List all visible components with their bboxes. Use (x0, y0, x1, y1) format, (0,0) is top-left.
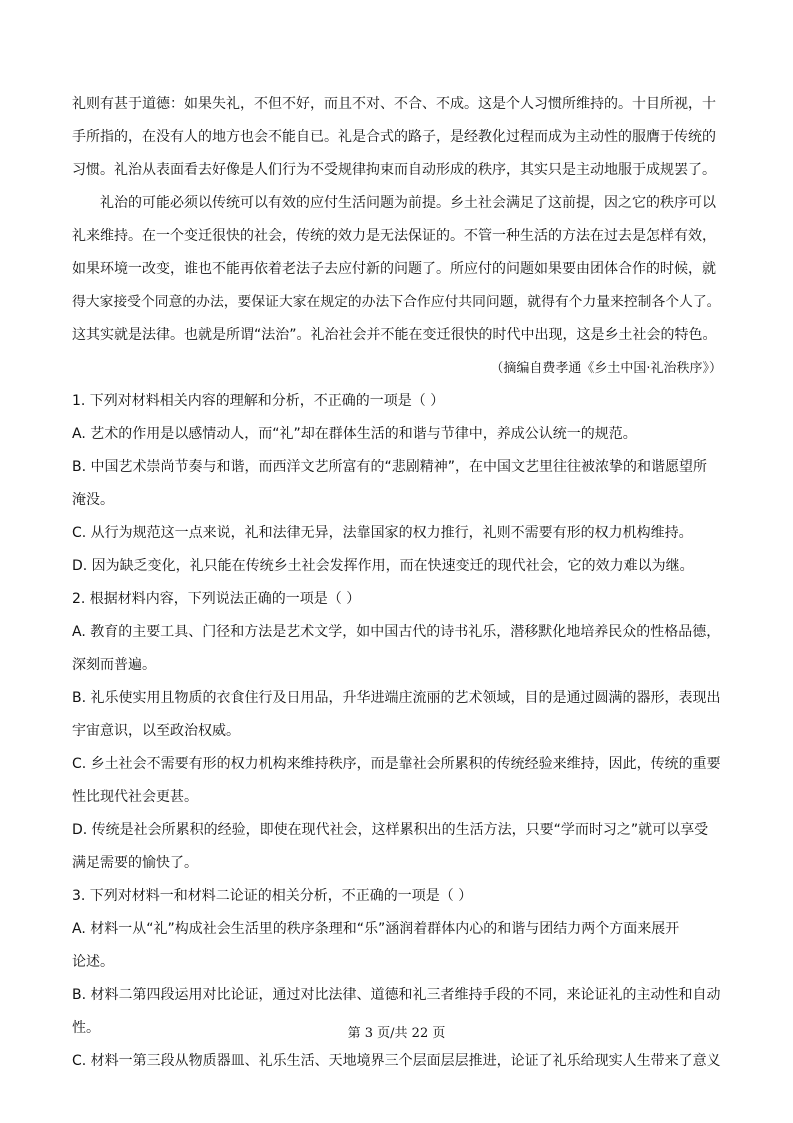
question-stem: 2. 根据材料内容，下列说法正确的一项是（ ） (72, 591, 361, 607)
passage (72, 88, 724, 385)
option-b-continued: 宇宙意识，以至政治权威。 (72, 723, 240, 739)
option-a-continued: 论述。 (72, 954, 114, 970)
question-3 (72, 880, 724, 1078)
passage-line: 这其实就是法律。也就是所谓“法治”。礼治社会并不能在变迁很快的时代中出现，这是乡土社会的特色。 (72, 327, 717, 343)
passage-line: 得大家接受个同意的办法，要保证大家在规定的办法下合作应付共同问题，就得有个力量来控制各个人了。 (72, 294, 721, 310)
option-c: C. 乡土社会不需要有形的权力机构来维持秩序，而是靠社会所累积的传统经验来维持，因此，传统的重要 (72, 756, 721, 772)
option-d: D. 因为缺乏变化，礼只能在传统乡土社会发挥作用，而在快速变迁的现代社会，它的效力难以为继。 (72, 558, 694, 574)
option-c-continued: 性比现代社会更甚。 (72, 789, 198, 805)
option-b-continued: 性。 (72, 1020, 100, 1036)
option-a: A. 材料一从“礼”构成社会生活里的秩序条理和“乐”涵润着群体内心的和谐与团结力两个方面来展开 (72, 921, 680, 937)
question-2 (72, 583, 724, 880)
option-c: C. 材料一第三段从物质器皿、礼乐生活、天地境界三个层面层层推进，论证了礼乐给现实人生带来了意义 (72, 1053, 721, 1069)
passage-source: （摘编自费孝通《乡土中国·礼治秩序》） (490, 361, 722, 376)
option-d-continued: 满足需要的愉快了。 (72, 855, 198, 871)
passage-line: 礼则有甚于道德：如果失礼，不但不好，而且不对、不合、不成。这是个人习惯所维持的。十目所视，十 (72, 96, 716, 112)
passage-line: 礼来维持。在一个变迁很快的社会，传统的效力是无法保证的。不管一种生活的方法在过去是怎样有效， (72, 228, 716, 244)
option-c: C. 从行为规范这一点来说，礼和法律无异，法靠国家的权力推行，礼则不需要有形的权力机构维持。 (72, 525, 693, 541)
question-stem: 3. 下列对材料一和材料二论证的相关分析，不正确的一项是（ ） (72, 888, 473, 904)
option-d: D. 传统是社会所累积的经验，即使在现代社会，这样累积出的生活方法，只要“学而时习之”就可以享受 (72, 822, 709, 838)
option-b: B. 材料二第四段运用对比论证，通过对比法律、道德和礼三者维持手段的不同，来论证礼的主动性和自动 (72, 987, 721, 1003)
page-content (72, 88, 724, 1078)
option-b-continued: 淹没。 (72, 492, 114, 508)
passage-line: 如果环境一改变，谁也不能再依着老法子去应付新的问题了。所应付的问题如果要由团体合作的时候，就 (72, 261, 716, 277)
option-a: A. 教育的主要工具、门径和方法是艺术文学，如中国古代的诗书礼乐，潜移默化地培养民众的性格品德， (72, 624, 721, 640)
passage-line: 礼治的可能必须以传统可以有效的应付生活问题为前提。乡土社会满足了这前提，因之它的秩序可以 (100, 195, 716, 211)
question-stem: 1. 下列对材料相关内容的理解和分析，不正确的一项是（ ） (72, 393, 445, 409)
option-a: A. 艺术的作用是以感情动人，而“礼”却在群体生活的和谐与节律中，养成公认统一的规范。 (72, 426, 637, 442)
page-number: 第 3 页/共 22 页 (347, 1026, 446, 1041)
option-a-continued: 深刻而普遍。 (72, 657, 156, 673)
passage-line: 手所指的，在没有人的地方也会不能自已。礼是合式的路子，是经教化过程而成为主动性的服膺于传统的 (72, 129, 716, 145)
question-1 (72, 385, 724, 583)
option-b: B. 中国艺术崇尚节奏与和谐，而西洋文艺所富有的“悲剧精神”，在中国文艺里往往被浓挚的和谐愿望所 (72, 459, 708, 475)
passage-line: 习惯。礼治从表面看去好像是人们行为不受规律拘束而自动形成的秩序，其实只是主动地服于成规罢了。 (72, 162, 716, 178)
option-b: B. 礼乐使实用且物质的衣食住行及日用品，升华进端庄流丽的艺术领域，目的是通过圆满的器形，表现出 (72, 690, 721, 706)
